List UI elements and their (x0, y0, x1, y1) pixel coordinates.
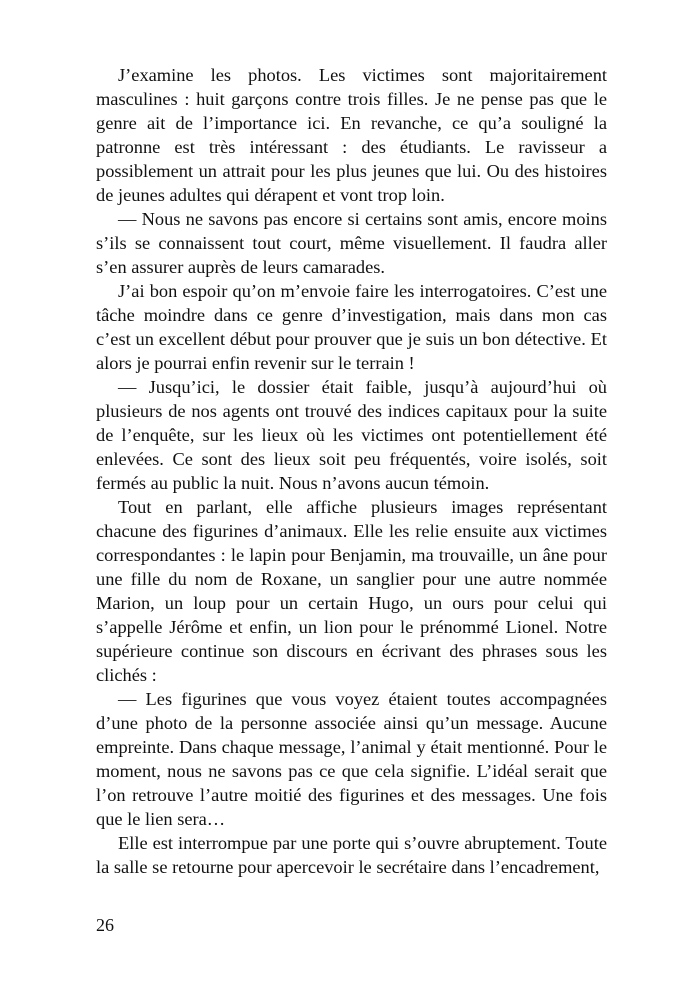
paragraph-3: J’ai bon espoir qu’on m’envoie faire les interrogatoires. C’est une tâche moindre dans ce genre d’investigation, mais dans mon cas c’est un excellent début pour prouver que je suis un bon détective. Et alors je pourrai enfin revenir sur le terrain ! (96, 281, 607, 373)
paragraph-6: — Les figurines que vous voyez étaient toutes accompagnées d’une photo de la personne associée ainsi qu’un message. Aucune empreinte. Dans chaque message, l’animal y était mentionné. Pour le moment, nous ne savons pas ce que cela signifie. L’idéal serait que l’on retrouve l’autre moitié des figurines et des messages. Une fois que le lien sera… (96, 689, 607, 829)
page-body-text (96, 63, 607, 879)
page-number: 26 (96, 915, 114, 935)
paragraph-5: Tout en parlant, elle affiche plusieurs images représentant chacune des figurines d’animaux. Elle les relie ensuite aux victimes correspondantes : le lapin pour Benjamin, ma trouvaille, un âne pour une fille du nom de Roxane, un sanglier pour une autre nommée Marion, un loup pour un certain Hugo, un ours pour celui qui s’appelle Jérôme et enfin, un lion pour le prénommé Lionel. Notre supérieure continue son discours en écrivant des phrases sous les clichés : (96, 497, 607, 685)
paragraph-4: — Jusqu’ici, le dossier était faible, jusqu’à aujourd’hui où plusieurs de nos agents ont trouvé des indices capitaux pour la suite de l’enquête, sur les lieux où les victimes ont potentiellement été enlevées. Ce sont des lieux soit peu fréquentés, voire isolés, soit fermés au public la nuit. Nous n’avons aucun témoin. (96, 377, 607, 493)
paragraph-7: Elle est interrompue par une porte qui s’ouvre abruptement. Toute la salle se retourne pour apercevoir le secrétaire dans l’encadrement, (96, 833, 607, 877)
paragraph-1: J’examine les photos. Les victimes sont majoritairement masculines : huit garçons contre trois filles. Je ne pense pas que le genre ait de l’importance ici. En revanche, ce qu’a souligné la patronne est très intéressant : des étudiants. Le ravisseur a possiblement un attrait pour les plus jeunes que lui. Ou des histoires de jeunes adultes qui dérapent et vont trop loin. (96, 65, 607, 205)
paragraph-2: — Nous ne savons pas encore si certains sont amis, encore moins s’ils se connaissent tout court, même visuellement. Il faudra aller s’en assurer auprès de leurs camarades. (96, 209, 607, 277)
